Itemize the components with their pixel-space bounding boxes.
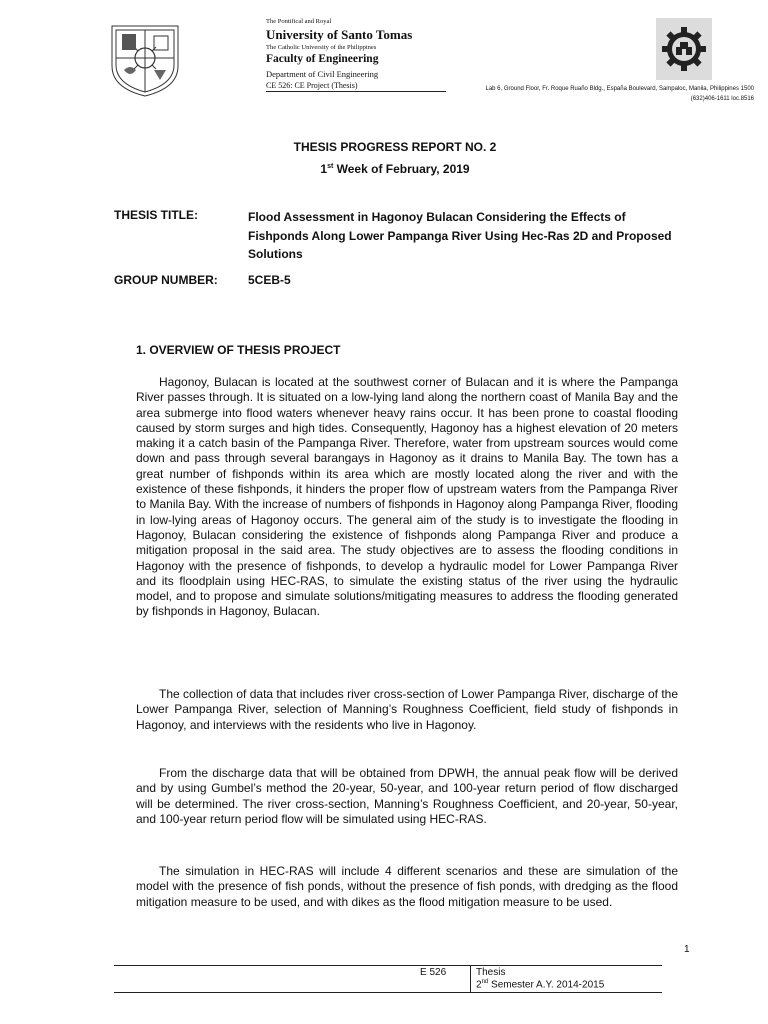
header-course: CE 526: CE Project (Thesis) <box>266 81 358 90</box>
ust-seal-icon <box>106 18 184 98</box>
header-divider <box>266 91 446 92</box>
week-suffix: st <box>327 163 334 170</box>
semester-suffix: nd <box>481 979 489 985</box>
footer-bottom-rule <box>114 992 662 993</box>
footer-semester <box>476 979 604 990</box>
footer-divider <box>470 966 471 992</box>
group-number-value: 5CEB-5 <box>248 273 291 287</box>
address-line-1: Lab 6, Ground Floor, Fr. Roque Ruaño Bldg., España Boulevard, Sampaloc, Manila, Philippines 1500 <box>485 86 754 92</box>
report-title: THESIS PROGRESS REPORT NO. 2 <box>293 140 497 154</box>
thesis-title-value: Flood Assessment in Hagonoy Bulacan Considering the Effects of Fishponds Along Lower Pampanga River Using Hec-Ras 2D and Proposed Solutions <box>248 210 672 261</box>
paragraph-simulation: The simulation in HEC-RAS will include 4 different scenarios and these are simulation of the model with the presence of fish ponds, without the presence of fish ponds, with dredging as the flood mitigation measure to be used, and with dikes as the flood mitigation measure to be used. <box>136 864 678 909</box>
semester-number: 2 <box>476 979 482 991</box>
header-pontifical: The Pontifical and Royal <box>266 18 332 25</box>
footer-top-rule <box>114 965 662 966</box>
thesis-title-label: THESIS TITLE: <box>114 208 198 222</box>
engineering-gear-seal-icon <box>656 18 712 80</box>
footer-thesis: Thesis <box>476 967 506 978</box>
header-address <box>486 84 755 104</box>
address-line-2: (632)406-1611 loc.8516 <box>690 96 754 102</box>
header-university: University of Santo Tomas <box>266 27 413 42</box>
footer-course-code: E 526 <box>420 967 447 978</box>
paragraph-discharge: From the discharge data that will be obtained from DPWH, the annual peak flow will be derived and by using Gumbel’s method the 20-year, 50-year, and 100-year return period of flow discharged will be determined. The river cross-section, Manning’s Roughness Coefficient, and 20-year, 50-year, and 100-year return period flow will be simulated using HEC-RAS. <box>136 766 678 826</box>
week-text: Week of February, 2019 <box>333 162 470 176</box>
paragraph-data-collection: The collection of data that includes river cross-section of Lower Pampanga River, discharge of the Lower Pampanga River, selection of Manning’s Roughness Coefficient, field study of fishponds in Hagonoy, and interviews with the residents who live in Hagonoy. <box>136 687 678 732</box>
page-number: 1 <box>684 944 690 955</box>
paragraph-overview: Hagonoy, Bulacan is located at the southwest corner of Bulacan and it is where the Pampanga River passes through. It is situated on a low-lying land along the northern coast of Manila Bay and the area submerge into flood waters whenever heavy rains occur. It has been prone to coastal flooding caused by storm surges and high tides. Consequently, Hagonoy has a highest elevation of 20 meters making it a catch basin of the Pampanga River. Therefore, water from upstream sources would come down and pass through several barangays in Hagonoy as it drains to Manila Bay. The town has a great number of fishponds within its area which are mostly located along the river and with the existence of these fishponds, it hinders the proper flow of upstream waters from the Pampanga River to Manila Bay. With the increase of numbers of fishponds in Hagonoy along Pampanga River, flooding in low-lying areas of Hagonoy occurs. The general aim of the study is to investigate the flooding in Hagonoy, Bulacan considering the existence of fishponds along Pampanga River and produce a mitigation proposal in the said area. The study objectives are to assess the flooding conditions in Hagonoy with the presence of fishponds, to develop a hydraulic model for Lower Pampanga River and its floodplain using HEC-RAS, to simulate the existing status of the river using the hydraulic model, and to propose and simulate solutions/mitigating measures to address the flooding generated by fishponds in Hagonoy, Bulacan. <box>136 375 678 619</box>
header-catholic: The Catholic University of the Philippines <box>266 44 377 51</box>
group-number-label: GROUP NUMBER: <box>114 273 218 287</box>
header-faculty: Faculty of Engineering <box>266 53 379 65</box>
header-department: Department of Civil Engineering <box>266 69 379 79</box>
week-number: 1 <box>320 162 328 176</box>
section-heading-overview: 1. OVERVIEW OF THESIS PROJECT <box>136 343 341 357</box>
semester-text: Semester A.Y. 2014-2015 <box>488 979 605 991</box>
report-week <box>0 162 768 176</box>
